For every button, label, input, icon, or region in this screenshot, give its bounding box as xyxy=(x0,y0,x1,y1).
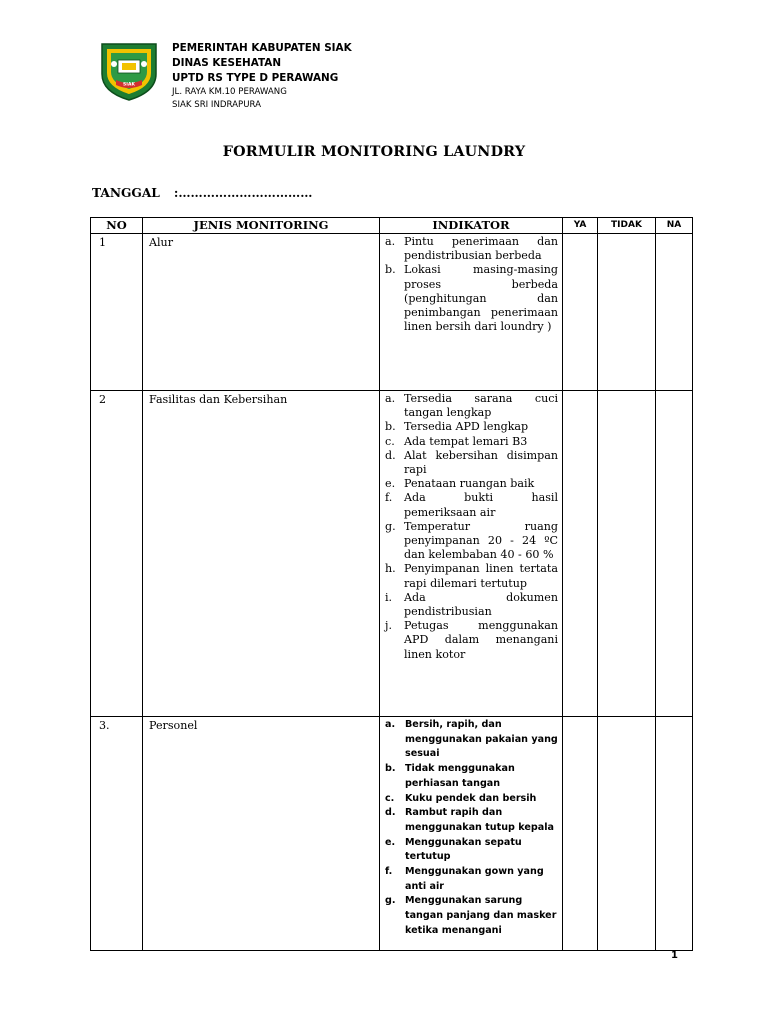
indicator-item xyxy=(385,392,558,420)
regency-emblem-logo xyxy=(98,40,160,102)
page-number: 1 xyxy=(671,950,678,961)
indicator-item xyxy=(385,792,558,807)
item-label: g. xyxy=(385,895,396,907)
item-label: e. xyxy=(385,477,396,491)
table-row xyxy=(91,234,693,391)
indicator-item xyxy=(385,263,558,334)
header-line-city: SIAK SRI INDRAPURA xyxy=(172,100,261,110)
item-label: c. xyxy=(385,792,395,804)
row-jenis: Alur xyxy=(143,234,380,391)
indicator-item xyxy=(385,591,558,619)
header-jenis-monitoring: JENIS MONITORING xyxy=(143,218,380,234)
na-checkbox-cell[interactable] xyxy=(656,717,693,951)
table-row xyxy=(91,717,693,951)
item-label: g. xyxy=(385,519,396,533)
item-text: Tersedia sarana cuci tangan lengkap xyxy=(404,392,558,420)
indicator-item xyxy=(385,477,558,491)
header-line-department: DINAS KESEHATAN xyxy=(172,57,282,69)
item-label: f. xyxy=(385,491,393,505)
item-text: Menggunakan sarung tangan panjang dan masker ketika menangani xyxy=(405,895,557,936)
row-number: 2 xyxy=(91,391,143,717)
date-value-blank: :…………………………… xyxy=(173,186,313,200)
item-label: a. xyxy=(385,719,396,730)
institution-header xyxy=(172,41,352,112)
item-text: Alat kebersihan disimpan rapi xyxy=(404,448,558,477)
item-text: Temperatur ruang penyimpanan 20 - 24 ºC dan kelembaban 40 - 60 % xyxy=(404,519,558,562)
na-checkbox-cell[interactable] xyxy=(656,234,693,391)
ya-checkbox-cell[interactable] xyxy=(563,391,598,717)
item-label: d. xyxy=(385,448,396,462)
svg-text:SIAK: SIAK xyxy=(123,82,135,88)
item-label: f. xyxy=(385,866,393,878)
header-indikator: INDIKATOR xyxy=(380,218,563,234)
item-text: Penyimpanan linen tertata rapi dilemari tertutup xyxy=(404,562,558,590)
tidak-checkbox-cell[interactable] xyxy=(598,234,656,391)
monitoring-table xyxy=(90,217,693,951)
row-jenis: Fasilitas dan Kebersihan xyxy=(143,391,380,717)
item-text: Rambut rapih dan menggunakan tutup kepala xyxy=(405,807,554,833)
indicator-item xyxy=(385,435,558,449)
ya-checkbox-cell[interactable] xyxy=(563,234,598,391)
item-label: a. xyxy=(385,235,396,248)
item-text: Ada bukti hasil pemeriksaan air xyxy=(404,491,558,519)
header-line-address: JL. RAYA KM.10 PERAWANG xyxy=(172,87,287,97)
indicator-item xyxy=(385,865,558,894)
item-text: Tersedia APD lengkap xyxy=(404,420,529,434)
header-no: NO xyxy=(91,218,143,234)
item-label: i. xyxy=(385,590,393,604)
header-tidak: TIDAK xyxy=(598,218,656,234)
indicator-item xyxy=(385,619,558,662)
row-indikator xyxy=(380,717,563,951)
indicator-item xyxy=(385,562,558,590)
item-text: Menggunakan sepatu tertutup xyxy=(405,836,522,863)
document-title: FORMULIR MONITORING LAUNDRY xyxy=(222,144,526,160)
indicator-item xyxy=(385,449,558,477)
tidak-checkbox-cell[interactable] xyxy=(598,717,656,951)
item-text: Menggunakan gown yang anti air xyxy=(405,866,544,892)
date-field xyxy=(92,186,312,200)
item-text: Pintu penerimaan dan pendistribusian berbeda xyxy=(404,235,558,263)
row-number: 3. xyxy=(91,717,143,951)
row-indikator xyxy=(380,234,563,391)
item-label: b. xyxy=(385,420,396,434)
header-line-government: PEMERINTAH KABUPATEN SIAK xyxy=(172,42,352,54)
na-checkbox-cell[interactable] xyxy=(656,391,693,717)
item-label: c. xyxy=(385,434,395,448)
indicator-item xyxy=(385,836,558,865)
indicator-item xyxy=(385,235,558,263)
item-text: Ada tempat lemari B3 xyxy=(404,434,528,448)
table-header-row xyxy=(91,218,693,234)
indicator-item xyxy=(385,491,558,519)
item-text: Tidak menggunakan perhiasan tangan xyxy=(405,763,515,789)
indicator-item xyxy=(385,420,558,434)
row-indikator xyxy=(380,391,563,717)
item-label: j. xyxy=(385,619,392,633)
item-label: a. xyxy=(385,392,396,405)
item-label: e. xyxy=(385,836,396,848)
item-text: Petugas menggunakan APD dalam menangani linen kotor xyxy=(404,619,558,661)
item-text: Penataan ruangan baik xyxy=(404,477,535,491)
tidak-checkbox-cell[interactable] xyxy=(598,391,656,717)
table-row xyxy=(91,391,693,717)
indicator-item xyxy=(385,762,558,791)
header-line-hospital: UPTD RS TYPE D PERAWANG xyxy=(172,72,339,84)
header-ya: YA xyxy=(563,218,598,234)
row-jenis: Personel xyxy=(143,717,380,951)
header-na: NA xyxy=(656,218,693,234)
item-text: Ada dokumen pendistribusian xyxy=(404,590,558,619)
item-label: d. xyxy=(385,807,396,819)
indicator-item xyxy=(385,806,558,835)
item-text: Bersih, rapih, dan menggunakan pakaian yang sesuai xyxy=(405,719,558,760)
item-label: b. xyxy=(385,763,396,775)
indicator-item xyxy=(385,894,558,938)
indicator-item xyxy=(385,718,558,762)
item-label: h. xyxy=(385,562,396,576)
item-text: Lokasi masing-masing proses berbeda (penghitungan dan penimbangan penerimaan linen bersih dari loundry ) xyxy=(404,263,558,334)
item-text: Kuku pendek dan bersih xyxy=(405,792,537,804)
row-number: 1 xyxy=(91,234,143,391)
item-label: b. xyxy=(385,263,396,277)
date-label: TANGGAL xyxy=(92,186,160,200)
indicator-item xyxy=(385,520,558,563)
ya-checkbox-cell[interactable] xyxy=(563,717,598,951)
